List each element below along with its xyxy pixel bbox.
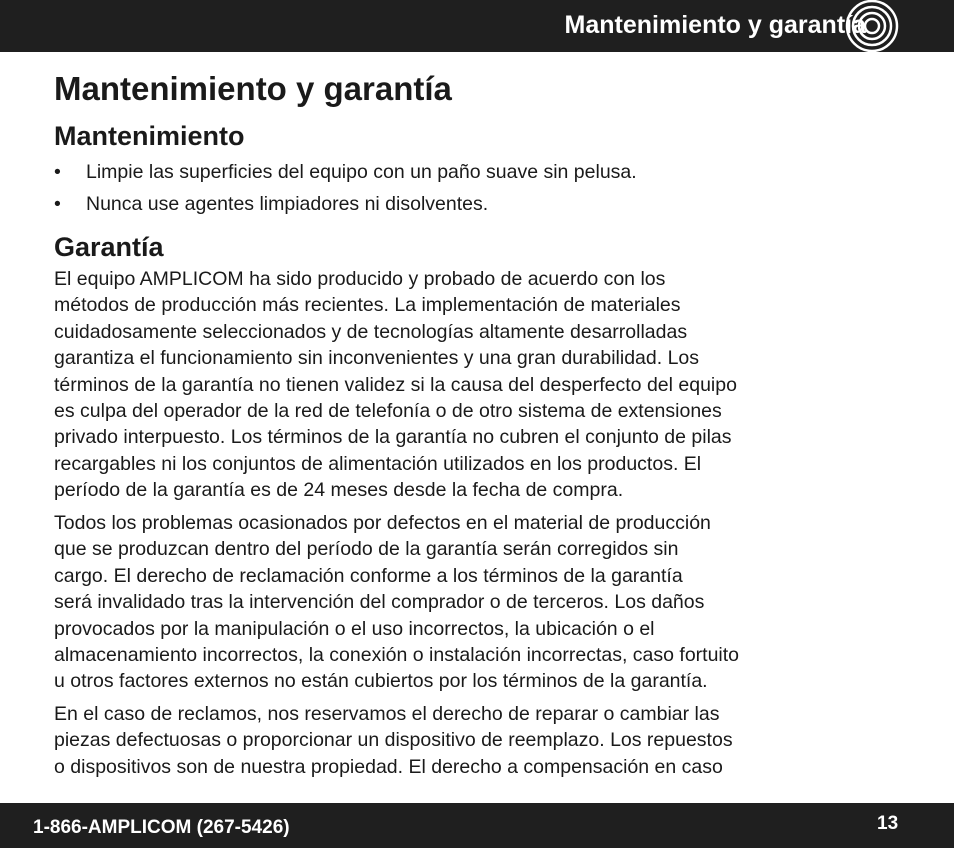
warranty-paragraph-1 <box>54 266 737 504</box>
page-title: Mantenimiento y garantía <box>54 70 452 107</box>
text-line: o dispositivos son de nuestra propiedad. El derecho a compensación en caso <box>54 755 723 778</box>
maintenance-heading: Mantenimiento <box>54 121 245 151</box>
text-line: recargables ni los conjuntos de alimentación utilizados en los productos. El <box>54 452 702 475</box>
text-line: cuidadosamente seleccionados y de tecnologías altamente desarrolladas <box>54 320 688 343</box>
text-line: período de la garantía es de 24 meses desde la fecha de compra. <box>54 479 624 502</box>
warranty-heading: Garantía <box>54 232 164 262</box>
text-line: cargo. El derecho de reclamación conforme a los términos de la garantía <box>54 564 683 587</box>
page-number: 13 <box>877 813 899 834</box>
text-line: El equipo AMPLICOM ha sido producido y probado de acuerdo con los <box>54 268 666 290</box>
maintenance-list <box>54 160 637 224</box>
bullet-icon: • <box>54 161 61 183</box>
text-line: garantiza el funcionamiento sin inconvenientes y una gran durabilidad. Los <box>54 347 700 370</box>
warranty-paragraph-3 <box>54 701 733 780</box>
text-line: u otros factores externos no están cubiertos por los términos de la garantía. <box>54 670 708 693</box>
text-line: En el caso de reclamos, nos reservamos el derecho de reparar o cambiar las <box>54 703 720 725</box>
text-line: privado interpuesto. Los términos de la garantía no cubren el conjunto de pilas <box>54 426 732 449</box>
text-line: es culpa del operador de la red de telefonía o de otro sistema de extensiones <box>54 400 722 423</box>
warranty-paragraph-2 <box>54 510 739 695</box>
concentric-rings-logo-icon <box>828 0 908 52</box>
list-item <box>54 160 637 192</box>
text-line: métodos de producción más recientes. La implementación de materiales <box>54 294 681 317</box>
text-line: provocados por la manipulación o el uso incorrectos, la ubicación o el <box>54 617 655 640</box>
footer-bar <box>0 803 954 848</box>
list-item-text: Nunca use agentes limpiadores ni disolventes. <box>86 193 489 215</box>
text-line: que se produzcan dentro del período de la garantía serán corregidos sin <box>54 538 679 561</box>
text-line: será invalidado tras la intervención del comprador o de terceros. Los daños <box>54 591 705 614</box>
header-bar <box>0 0 954 52</box>
text-line: almacenamiento incorrectos, la conexión o instalación incorrectas, caso fortuito <box>54 644 740 667</box>
bullet-icon: • <box>54 193 61 215</box>
list-item <box>54 192 637 224</box>
header-title: Mantenimiento y garantía <box>564 11 866 39</box>
list-item-text: Limpie las superficies del equipo con un paño suave sin pelusa. <box>86 161 637 183</box>
text-line: Todos los problemas ocasionados por defectos en el material de producción <box>54 512 711 534</box>
text-line: piezas defectuosas o proporcionar un dispositivo de reemplazo. Los repuestos <box>54 729 733 752</box>
footer-phone-number: 1-866-AMPLICOM (267-5426) <box>33 817 290 838</box>
text-line: términos de la garantía no tienen validez si la causa del desperfecto del equipo <box>54 373 737 396</box>
